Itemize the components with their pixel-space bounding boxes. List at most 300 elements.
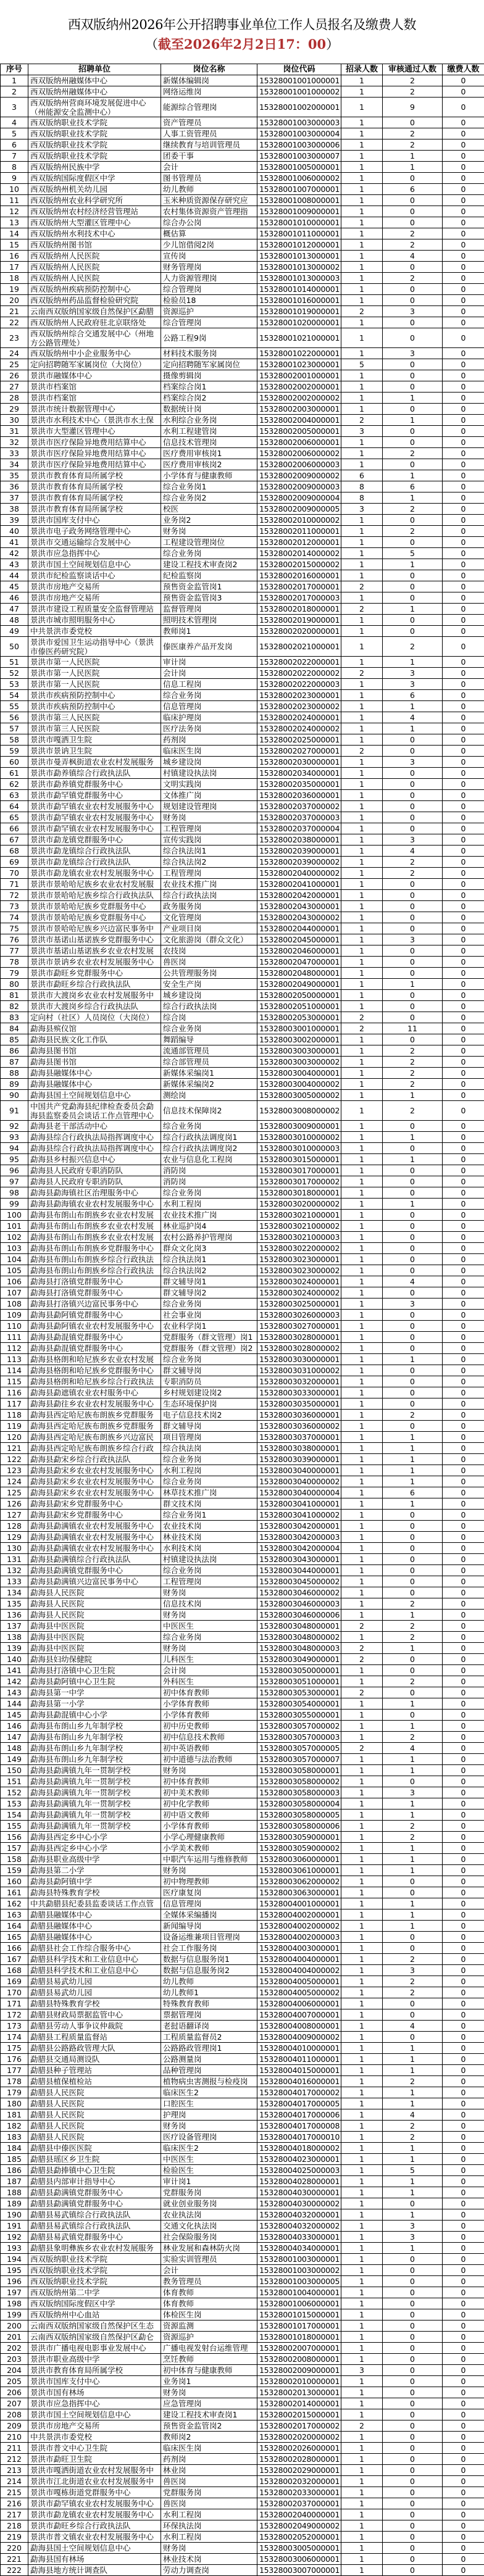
- cell-code: 15328004028000001: [257, 2176, 341, 2187]
- cell-index: 75: [1, 923, 28, 934]
- cell-code: 15328003046000006: [257, 1610, 341, 1621]
- cell-post: 农业技术推广岗: [161, 1210, 257, 1221]
- cell-index: 105: [1, 1265, 28, 1276]
- cell-quota: 1: [341, 934, 383, 945]
- cell-code: 15328004017000005: [257, 2098, 341, 2109]
- cell-paid: 0: [443, 2032, 484, 2043]
- cell-quota: 1: [341, 2132, 383, 2143]
- cell-paid: 0: [443, 1976, 484, 1987]
- cell-paid: 0: [443, 668, 484, 679]
- cell-quota: 1: [341, 284, 383, 295]
- cell-index: 78: [1, 957, 28, 968]
- cell-approved: 1: [383, 1921, 443, 1932]
- cell-paid: 0: [443, 2176, 484, 2187]
- cell-code: 15328004002000003: [257, 1932, 341, 1943]
- cell-index: 175: [1, 2043, 28, 2054]
- cell-post: 兽医岗: [161, 957, 257, 968]
- cell-approved: 0: [383, 459, 443, 470]
- cell-paid: 0: [443, 1321, 484, 1332]
- cell-unit: 西双版纳州综合交通发展中心（州地方公路管理处）: [28, 328, 161, 348]
- table-row: [1, 1232, 484, 1243]
- cell-quota: 1: [341, 1310, 383, 1321]
- cell-paid: 0: [443, 1554, 484, 1565]
- cell-index: 154: [1, 1809, 28, 1821]
- cell-paid: 0: [443, 990, 484, 1001]
- cell-index: 56: [1, 712, 28, 723]
- cell-paid: 0: [443, 1012, 484, 1023]
- cell-paid: 0: [443, 2021, 484, 2032]
- cell-paid: 0: [443, 1498, 484, 1510]
- cell-index: 52: [1, 668, 28, 679]
- cell-unit: 西双版纳州农业科学研究所: [28, 195, 161, 206]
- cell-unit: 勐海县勐宋乡党群服务中心: [28, 1510, 161, 1521]
- cell-code: 15328003058000002: [257, 1776, 341, 1787]
- cell-code: 15328003042000004: [257, 1543, 341, 1554]
- cell-quota: 1: [341, 1476, 383, 1487]
- table-row: [1, 1776, 484, 1787]
- cell-paid: 0: [443, 779, 484, 790]
- cell-quota: 1: [341, 1632, 383, 1643]
- cell-paid: 0: [443, 2532, 484, 2543]
- cell-code: 15328003057000007: [257, 1754, 341, 1765]
- cell-index: 107: [1, 1287, 28, 1298]
- table-row: [1, 1754, 484, 1765]
- cell-index: 13: [1, 217, 28, 228]
- cell-code: 15328004017000002: [257, 2087, 341, 2098]
- cell-index: 147: [1, 1732, 28, 1743]
- cell-approved: 0: [383, 1012, 443, 1023]
- cell-code: 15328003040000004: [257, 1487, 341, 1498]
- cell-post: 群文辅导岗1: [161, 1276, 257, 1287]
- cell-approved: 4: [383, 1743, 443, 1754]
- cell-index: 44: [1, 570, 28, 581]
- cell-post: 党群服务岗: [161, 2187, 257, 2198]
- cell-post: 校医: [161, 504, 257, 515]
- cell-unit: 景洪市普文中心卫生院: [28, 2443, 161, 2454]
- cell-code: 15328001003000003: [257, 117, 341, 128]
- cell-post: 林业巡护岗4: [161, 1221, 257, 1232]
- table-row: [1, 712, 484, 723]
- cell-approved: 2: [383, 228, 443, 239]
- cell-index: 3: [1, 98, 28, 117]
- cell-post: 广播电视发射台运维管理: [161, 2343, 257, 2354]
- cell-index: 132: [1, 1565, 28, 1576]
- cell-post: 兽医岗: [161, 2476, 257, 2487]
- cell-paid: 0: [443, 734, 484, 746]
- cell-index: 112: [1, 1343, 28, 1354]
- cell-quota: 1: [341, 1898, 383, 1909]
- cell-post: 农业技术推广岗: [161, 879, 257, 890]
- cell-index: 190: [1, 2209, 28, 2221]
- cell-quota: 1: [341, 86, 383, 98]
- cell-paid: 0: [443, 1287, 484, 1298]
- cell-index: 152: [1, 1787, 28, 1798]
- cell-paid: 0: [443, 1276, 484, 1287]
- cell-paid: 0: [443, 2198, 484, 2209]
- table-row: [1, 1965, 484, 1976]
- cell-paid: 0: [443, 228, 484, 239]
- cell-approved: 0: [383, 1332, 443, 1343]
- cell-approved: 2: [383, 1987, 443, 1998]
- cell-post: 兽医岗: [161, 2498, 257, 2509]
- page-subtitle: [0, 35, 484, 53]
- table-row: [1, 1187, 484, 1199]
- cell-code: 15328003005000001: [257, 2543, 341, 2554]
- cell-quota: 1: [341, 657, 383, 668]
- cell-post: 财务岗: [161, 2121, 257, 2132]
- cell-paid: 0: [443, 1243, 484, 1254]
- table-row: [1, 990, 484, 1001]
- cell-approved: 0: [383, 1034, 443, 1045]
- cell-post: 医疗康复岗: [161, 1887, 257, 1898]
- cell-code: 15328001003000006: [257, 139, 341, 151]
- cell-post: 临床护理岗: [161, 712, 257, 723]
- cell-approved: 0: [383, 1532, 443, 1543]
- cell-index: 134: [1, 1587, 28, 1598]
- cell-post: 初中物理教师: [161, 1876, 257, 1887]
- cell-post: 水利工程岗: [161, 2509, 257, 2520]
- cell-unit: 勐海县勐混镇党群服务中心: [28, 1343, 161, 1354]
- cell-approved: 2: [383, 128, 443, 139]
- cell-quota: 1: [341, 2021, 383, 2032]
- cell-code: 15328001011000001: [257, 228, 341, 239]
- cell-paid: 0: [443, 2343, 484, 2354]
- cell-post: 能源综合管理岗: [161, 98, 257, 117]
- cell-unit: 景洪市教育体育局所属学校: [28, 2365, 161, 2376]
- table-row: [1, 812, 484, 823]
- cell-quota: 1: [341, 2098, 383, 2109]
- cell-quota: 1: [341, 779, 383, 790]
- cell-paid: 0: [443, 979, 484, 990]
- cell-unit: 景洪市勐养镇党群服务中心: [28, 779, 161, 790]
- cell-paid: 0: [443, 217, 484, 228]
- cell-index: 84: [1, 1023, 28, 1034]
- cell-quota: 1: [341, 923, 383, 934]
- cell-approved: 0: [383, 2354, 443, 2365]
- cell-quota: 1: [341, 912, 383, 923]
- cell-unit: 定向村（社区）人员岗位（大岗位）: [28, 1012, 161, 1023]
- cell-quota: 6: [341, 470, 383, 481]
- cell-paid: 0: [443, 723, 484, 734]
- cell-quota: 1: [341, 559, 383, 570]
- cell-code: 15328004007000001: [257, 2009, 341, 2021]
- cell-post: 综合执法岗: [161, 1443, 257, 1454]
- cell-approved: 0: [383, 2565, 443, 2576]
- cell-post: 预售资金监管岗3: [161, 592, 257, 604]
- table-row: [1, 415, 484, 426]
- cell-paid: 0: [443, 184, 484, 195]
- cell-index: 102: [1, 1232, 28, 1243]
- cell-quota: 1: [341, 2076, 383, 2087]
- cell-code: 15328002015000001: [257, 2409, 341, 2420]
- cell-quota: 1: [341, 1821, 383, 1832]
- cell-unit: 西双版纳州融媒体中心: [28, 75, 161, 86]
- cell-approved: 4: [383, 712, 443, 723]
- cell-unit: 勐海县勐满镇九年一贯制学校: [28, 1798, 161, 1809]
- cell-post: 儿科医生: [161, 1654, 257, 1665]
- cell-approved: 2: [383, 1954, 443, 1965]
- cell-code: 15328002020000002: [257, 2432, 341, 2443]
- cell-post: 团委干事: [161, 151, 257, 162]
- cell-paid: 0: [443, 2221, 484, 2232]
- cell-index: 32: [1, 437, 28, 448]
- cell-post: 文化旅游岗（群众文化）: [161, 934, 257, 945]
- cell-index: 201: [1, 2332, 28, 2343]
- table-row: [1, 1587, 484, 1598]
- cell-paid: 0: [443, 879, 484, 890]
- cell-code: 15328004002000002: [257, 1921, 341, 1932]
- cell-post: 宣传实践岗: [161, 834, 257, 846]
- cell-index: 47: [1, 604, 28, 615]
- cell-paid: 0: [443, 1565, 484, 1576]
- cell-post: 消防岗: [161, 1176, 257, 1187]
- table-row: [1, 2243, 484, 2254]
- cell-code: 15328002022000003: [257, 679, 341, 690]
- cell-unit: 景洪市勐旺乡综合行政执法队: [28, 2520, 161, 2532]
- cell-quota: 1: [341, 2398, 383, 2409]
- cell-code: 15328002009000004: [257, 492, 341, 504]
- cell-approved: 3: [383, 1787, 443, 1798]
- table-row: [1, 2165, 484, 2176]
- cell-approved: 0: [383, 1554, 443, 1565]
- cell-approved: 0: [383, 370, 443, 381]
- cell-code: 15328002015000002: [257, 559, 341, 570]
- cell-index: 29: [1, 404, 28, 415]
- table-row: [1, 195, 484, 206]
- cell-quota: 1: [341, 1854, 383, 1865]
- cell-unit: 定向招聘随军家属岗位（大岗位）: [28, 359, 161, 370]
- cell-approved: 0: [383, 890, 443, 901]
- cell-code: 15328003028000001: [257, 1332, 341, 1343]
- cell-post: 文体推广岗: [161, 790, 257, 801]
- cell-post: 财务岗: [161, 1587, 257, 1598]
- cell-index: 203: [1, 2354, 28, 2365]
- cell-paid: 0: [443, 901, 484, 912]
- cell-unit: 勐腊县工程质量监督站: [28, 2032, 161, 2043]
- cell-approved: 0: [383, 615, 443, 626]
- cell-index: 51: [1, 657, 28, 668]
- cell-code: 15328002026000001: [257, 2443, 341, 2454]
- cell-post: 小学体育教师: [161, 1698, 257, 1710]
- cell-paid: 0: [443, 1987, 484, 1998]
- cell-paid: 0: [443, 1721, 484, 1732]
- cell-index: 100: [1, 1210, 28, 1221]
- cell-quota: 1: [341, 1132, 383, 1143]
- cell-quota: 1: [341, 98, 383, 117]
- cell-quota: 1: [341, 459, 383, 470]
- cell-approved: 0: [383, 515, 443, 526]
- cell-index: 120: [1, 1432, 28, 1443]
- cell-code: 15328004025000003: [257, 2165, 341, 2176]
- cell-index: 167: [1, 1954, 28, 1965]
- cell-unit: 西双版纳州人民医院: [28, 273, 161, 284]
- cell-post: 概估算: [161, 228, 257, 239]
- cell-unit: 勐腊县交通局测设队: [28, 2054, 161, 2065]
- table-row: [1, 657, 484, 668]
- cell-quota: 1: [341, 328, 383, 348]
- cell-approved: 1: [383, 2043, 443, 2054]
- cell-post: 公路工程9岗: [161, 328, 257, 348]
- cell-code: 15328001023000001: [257, 359, 341, 370]
- table-row: [1, 1332, 484, 1343]
- cell-quota: 1: [341, 2476, 383, 2487]
- cell-post: 党群服务岗: [161, 2487, 257, 2498]
- cell-quota: 1: [341, 701, 383, 712]
- cell-unit: 勐海县勐宋乡农业农村发展服务中心: [28, 1476, 161, 1487]
- cell-paid: 0: [443, 1754, 484, 1765]
- cell-paid: 0: [443, 284, 484, 295]
- cell-unit: 西双版纳国际度假区中学: [28, 173, 161, 184]
- cell-paid: 0: [443, 1743, 484, 1754]
- cell-paid: 0: [443, 1090, 484, 1101]
- cell-code: 15328003043000001: [257, 1554, 341, 1565]
- cell-quota: 1: [341, 801, 383, 812]
- cell-post: 公共管理服务岗: [161, 968, 257, 979]
- cell-index: 7: [1, 151, 28, 162]
- cell-index: 5: [1, 128, 28, 139]
- cell-code: 15328002036000001: [257, 790, 341, 801]
- cell-unit: 勐海县勐满镇农业农村发展服务中心: [28, 1543, 161, 1554]
- cell-paid: 0: [443, 626, 484, 637]
- cell-paid: 0: [443, 2320, 484, 2332]
- table-row: [1, 128, 484, 139]
- cell-unit: 景洪市统计数据管理中心: [28, 404, 161, 415]
- cell-code: 15328003058000001: [257, 1765, 341, 1776]
- cell-quota: 1: [341, 1843, 383, 1854]
- table-row: [1, 139, 484, 151]
- cell-paid: 0: [443, 657, 484, 668]
- cell-post: 信息技术岗: [161, 1598, 257, 1610]
- cell-paid: 0: [443, 2409, 484, 2420]
- cell-quota: 1: [341, 1143, 383, 1154]
- cell-paid: 0: [443, 98, 484, 117]
- cell-quota: 1: [341, 1398, 383, 1410]
- cell-paid: 0: [443, 1898, 484, 1909]
- cell-code: 15328002009000003: [257, 481, 341, 492]
- cell-unit: 勐海县勐满镇九年一贯制学校: [28, 1776, 161, 1787]
- cell-paid: 0: [443, 548, 484, 559]
- cell-post: 生态环境保护岗: [161, 1398, 257, 1410]
- cell-index: 110: [1, 1321, 28, 1332]
- cell-code: 15328003044000001: [257, 1565, 341, 1576]
- cell-paid: 0: [443, 2254, 484, 2265]
- cell-quota: 1: [341, 1090, 383, 1101]
- cell-unit: 云南西双版纳国家级自然保护区勐仑: [28, 2332, 161, 2343]
- cell-code: 15328001003000001: [257, 2254, 341, 2265]
- cell-code: 15328003054000001: [257, 1698, 341, 1710]
- cell-code: 15328001013000001: [257, 251, 341, 262]
- cell-paid: 0: [443, 1332, 484, 1343]
- cell-quota: 1: [341, 548, 383, 559]
- cell-code: 15328002041000001: [257, 879, 341, 890]
- cell-approved: 0: [383, 2287, 443, 2298]
- cell-paid: 0: [443, 1132, 484, 1143]
- cell-paid: 0: [443, 2476, 484, 2487]
- table-row: [1, 1532, 484, 1543]
- table-row: [1, 1710, 484, 1721]
- cell-paid: 0: [443, 1365, 484, 1376]
- table-row: [1, 1898, 484, 1909]
- table-row: [1, 173, 484, 184]
- cell-post: 文化管理岗: [161, 912, 257, 923]
- cell-approved: 1: [383, 470, 443, 481]
- cell-post: 口腔医生: [161, 2098, 257, 2109]
- cell-approved: 0: [383, 2543, 443, 2554]
- cell-index: 122: [1, 1454, 28, 1465]
- cell-approved: 0: [383, 2320, 443, 2332]
- cell-post: 综合业务岗: [161, 1121, 257, 1132]
- table-row: [1, 2443, 484, 2454]
- table-row: [1, 1221, 484, 1232]
- cell-paid: 0: [443, 801, 484, 812]
- table-row: [1, 2265, 484, 2276]
- cell-paid: 0: [443, 868, 484, 879]
- cell-quota: 1: [341, 1199, 383, 1210]
- cell-paid: 0: [443, 426, 484, 437]
- cell-quota: 1: [341, 1321, 383, 1332]
- cell-index: 38: [1, 504, 28, 515]
- table-row: [1, 117, 484, 128]
- cell-unit: 景洪市勐旺乡党群服务中心: [28, 968, 161, 979]
- cell-code: 15328002024000002: [257, 723, 341, 734]
- cell-paid: 0: [443, 2309, 484, 2320]
- cell-approved: 5: [383, 548, 443, 559]
- cell-unit: 景洪市国土空间规划信息中心: [28, 559, 161, 570]
- table-row: [1, 2098, 484, 2109]
- cell-approved: 1: [383, 657, 443, 668]
- cell-quota: 1: [341, 404, 383, 415]
- table-row: [1, 1765, 484, 1776]
- table-row: [1, 890, 484, 901]
- cell-code: 15328002009000001: [257, 2365, 341, 2376]
- table-row: [1, 2143, 484, 2154]
- cell-code: 15328003010000002: [257, 1132, 341, 1143]
- cell-approved: 1: [383, 701, 443, 712]
- cell-unit: 勐海县人民医院: [28, 1598, 161, 1610]
- cell-paid: 0: [443, 1068, 484, 1079]
- cell-index: 146: [1, 1721, 28, 1732]
- cell-post: 新媒体采编岗1: [161, 1068, 257, 1079]
- table-row: [1, 273, 484, 284]
- cell-quota: 1: [341, 1998, 383, 2009]
- cell-post: 网络运维岗: [161, 86, 257, 98]
- cell-code: 15328002022000001: [257, 657, 341, 668]
- cell-code: 15328004008000001: [257, 2021, 341, 2032]
- cell-unit: 景洪市基诺山基诺族乡农业农村发展: [28, 945, 161, 957]
- cell-approved: 1: [383, 1721, 443, 1732]
- cell-unit: 勐腊县种子管理站: [28, 2065, 161, 2076]
- table-row: [1, 262, 484, 273]
- table-row: [1, 1565, 484, 1576]
- cell-unit: 西双版纳州融媒体中心: [28, 86, 161, 98]
- cell-paid: 0: [443, 746, 484, 757]
- cell-index: 141: [1, 1665, 28, 1676]
- cell-quota: 1: [341, 1610, 383, 1621]
- cell-approved: 1: [383, 1154, 443, 1165]
- cell-post: 综合执法岗1: [161, 1254, 257, 1265]
- table-row: [1, 2332, 484, 2343]
- cell-quota: 1: [341, 979, 383, 990]
- cell-index: 166: [1, 1943, 28, 1954]
- cell-unit: 景洪市景哈哈尼族乡党群服务中心: [28, 901, 161, 912]
- cell-unit: 景洪市基诺山基诺族乡党群服务中心: [28, 934, 161, 945]
- cell-paid: 0: [443, 1165, 484, 1176]
- cell-quota: 1: [341, 75, 383, 86]
- cell-unit: 勐海县格朗和哈尼族乡综合行政执法: [28, 1376, 161, 1387]
- cell-index: 124: [1, 1476, 28, 1487]
- cell-quota: 1: [341, 448, 383, 459]
- cell-index: 136: [1, 1610, 28, 1621]
